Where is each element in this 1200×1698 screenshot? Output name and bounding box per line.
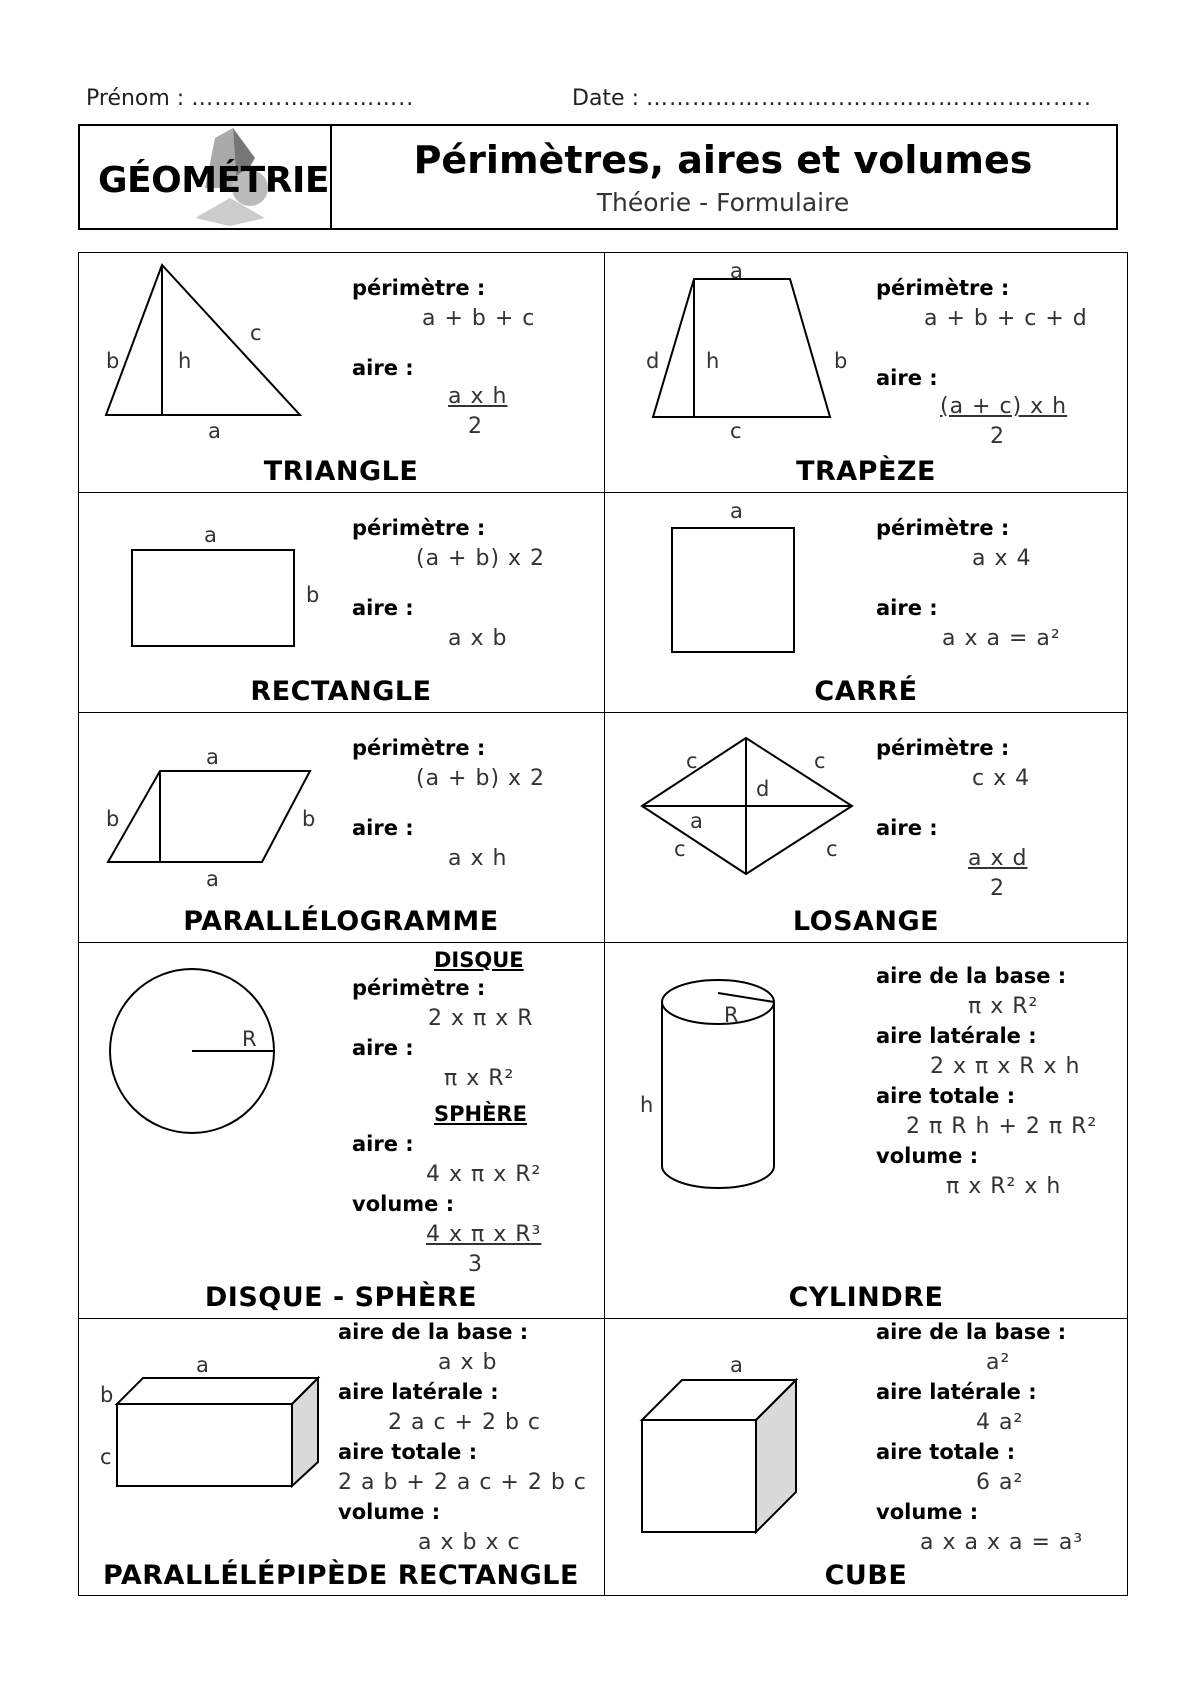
cylindre-aire-base-label: aire de la base : bbox=[876, 964, 1067, 988]
trapeze-label-b: b bbox=[834, 349, 848, 373]
parallelogramme-perimetre-label: périmètre : bbox=[352, 736, 486, 760]
rectangle-aire-value: a x b bbox=[448, 626, 508, 651]
rectangle-perimetre-value: (a + b) x 2 bbox=[416, 546, 546, 571]
parallelogramme-name: PARALLÉLOGRAMME bbox=[183, 906, 499, 937]
sphere-volume-denominator: 3 bbox=[468, 1252, 483, 1277]
trapeze-perimetre-label: périmètre : bbox=[876, 276, 1010, 300]
cylindre-name: CYLINDRE bbox=[788, 1282, 944, 1313]
cube-aire-totale-value: 6 a² bbox=[976, 1470, 1024, 1495]
parallelogramme-label-b-left: b bbox=[106, 807, 120, 831]
cylindre-aire-laterale-value: 2 x π x R x h bbox=[930, 1054, 1081, 1079]
disque-perimetre-value: 2 x π x R bbox=[428, 1006, 534, 1031]
date-dots: ……………………..………………………….. bbox=[646, 86, 1092, 111]
trapeze-label-a: a bbox=[730, 259, 743, 283]
losange-label-c-4: c bbox=[826, 837, 838, 861]
losange-aire-numerator: a x d bbox=[968, 846, 1028, 871]
cylindre-aire-totale-value: 2 π R h + 2 π R² bbox=[906, 1114, 1098, 1139]
trapeze-figure bbox=[653, 279, 830, 417]
triangle-label-b: b bbox=[106, 349, 120, 373]
pave-aire-laterale-value: 2 a c + 2 b c bbox=[388, 1410, 542, 1435]
triangle-figure bbox=[106, 265, 300, 415]
cube-volume-value: a x a x a = a³ bbox=[920, 1530, 1084, 1555]
carre-name: CARRÉ bbox=[814, 676, 918, 707]
losange-perimetre-value: c x 4 bbox=[972, 766, 1031, 791]
trapeze-aire-label: aire : bbox=[876, 366, 938, 390]
carre-label-a: a bbox=[730, 499, 743, 523]
carre-perimetre-label: périmètre : bbox=[876, 516, 1010, 540]
losange-label-c-3: c bbox=[674, 837, 686, 861]
cube-figure bbox=[642, 1380, 796, 1532]
carre-aire-value: a x a = a² bbox=[942, 626, 1061, 651]
sphere-aire-label: aire : bbox=[352, 1132, 414, 1156]
triangle-name: TRIANGLE bbox=[263, 456, 419, 487]
trapeze-label-d: d bbox=[646, 349, 660, 373]
triangle-perimetre-value: a + b + c bbox=[422, 306, 536, 331]
trapeze-label-h: h bbox=[706, 349, 720, 373]
cylindre-aire-laterale-label: aire latérale : bbox=[876, 1024, 1037, 1048]
disque-aire-label: aire : bbox=[352, 1036, 414, 1060]
losange-name: LOSANGE bbox=[792, 906, 940, 937]
losange-label-a: a bbox=[690, 809, 703, 833]
disque-perimetre-label: périmètre : bbox=[352, 976, 486, 1000]
triangle-label-c: c bbox=[250, 321, 262, 345]
rectangle-label-b: b bbox=[306, 583, 320, 607]
parallelogramme-figure bbox=[108, 771, 310, 862]
cube-aire-base-value: a² bbox=[986, 1350, 1011, 1375]
pave-label-c: c bbox=[100, 1445, 112, 1469]
rectangle-figure bbox=[132, 550, 294, 646]
parallelogramme-aire-value: a x h bbox=[448, 846, 508, 871]
pave-aire-totale-label: aire totale : bbox=[338, 1440, 478, 1464]
pave-label-a: a bbox=[196, 1353, 209, 1377]
cylindre-volume-value: π x R² x h bbox=[946, 1174, 1062, 1199]
cylindre-figure bbox=[662, 980, 774, 1188]
trapeze-name: TRAPÈZE bbox=[796, 456, 936, 487]
pave-volume-value: a x b x c bbox=[418, 1530, 521, 1555]
losange-label-c-2: c bbox=[814, 749, 826, 773]
pave-figure bbox=[117, 1378, 318, 1486]
page-subtitle: Théorie - Formulaire bbox=[596, 188, 850, 217]
cube-aire-laterale-value: 4 a² bbox=[976, 1410, 1024, 1435]
rectangle-name: RECTANGLE bbox=[250, 676, 432, 707]
cylindre-volume-label: volume : bbox=[876, 1144, 979, 1168]
triangle-label-a: a bbox=[208, 419, 221, 443]
cylindre-label-r: R bbox=[724, 1003, 739, 1027]
triangle-aire-denominator: 2 bbox=[468, 414, 483, 439]
pave-label-b: b bbox=[100, 1383, 114, 1407]
cube-label-a: a bbox=[730, 1353, 743, 1377]
losange-perimetre-label: périmètre : bbox=[876, 736, 1010, 760]
triangle-perimetre-label: périmètre : bbox=[352, 276, 486, 300]
sphere-volume-label: volume : bbox=[352, 1192, 455, 1216]
parallelogramme-perimetre-value: (a + b) x 2 bbox=[416, 766, 546, 791]
pave-name: PARALLÉLÉPIPÈDE RECTANGLE bbox=[103, 1560, 579, 1591]
pave-aire-base-label: aire de la base : bbox=[338, 1320, 529, 1344]
cylindre-aire-totale-label: aire totale : bbox=[876, 1084, 1016, 1108]
pave-aire-laterale-label: aire latérale : bbox=[338, 1380, 499, 1404]
page-title: Périmètres, aires et volumes bbox=[413, 138, 1033, 182]
trapeze-aire-numerator: (a + c) x h bbox=[940, 394, 1068, 419]
cube-volume-label: volume : bbox=[876, 1500, 979, 1524]
parallelogramme-aire-label: aire : bbox=[352, 816, 414, 840]
rectangle-aire-label: aire : bbox=[352, 596, 414, 620]
prenom-label: Prénom : bbox=[86, 86, 185, 111]
disque-figure bbox=[110, 969, 274, 1133]
parallelogramme-label-a-bottom: a bbox=[206, 867, 219, 891]
sphere-volume-numerator: 4 x π x R³ bbox=[426, 1222, 542, 1247]
triangle-aire-numerator: a x h bbox=[448, 384, 508, 409]
sphere-aire-value: 4 x π x R² bbox=[426, 1162, 542, 1187]
rectangle-perimetre-label: périmètre : bbox=[352, 516, 486, 540]
disque-sphere-name: DISQUE - SPHÈRE bbox=[204, 1282, 478, 1313]
trapeze-perimetre-value: a + b + c + d bbox=[924, 306, 1088, 331]
triangle-label-h: h bbox=[178, 349, 192, 373]
trapeze-aire-denominator: 2 bbox=[990, 424, 1005, 449]
cube-aire-laterale-label: aire latérale : bbox=[876, 1380, 1037, 1404]
losange-label-d: d bbox=[756, 777, 770, 801]
parallelogramme-label-b-right: b bbox=[302, 807, 316, 831]
cylindre-aire-base-value: π x R² bbox=[968, 994, 1039, 1019]
disque-aire-value: π x R² bbox=[444, 1066, 515, 1091]
carre-perimetre-value: a x 4 bbox=[972, 546, 1032, 571]
logo-text: GÉOMÉTRIE bbox=[98, 160, 329, 201]
carre-figure bbox=[672, 528, 794, 652]
cube-aire-totale-label: aire totale : bbox=[876, 1440, 1016, 1464]
cylindre-label-h: h bbox=[640, 1093, 654, 1117]
date-label: Date : bbox=[572, 86, 639, 111]
carre-aire-label: aire : bbox=[876, 596, 938, 620]
pave-aire-base-value: a x b bbox=[438, 1350, 498, 1375]
cube-name: CUBE bbox=[824, 1560, 908, 1591]
prenom-dots: ……………………….. bbox=[191, 86, 415, 111]
parallelogramme-label-a-top: a bbox=[206, 745, 219, 769]
losange-label-c-1: c bbox=[686, 749, 698, 773]
pave-aire-totale-value: 2 a b + 2 a c + 2 b c bbox=[338, 1470, 587, 1495]
disque-heading: DISQUE bbox=[434, 948, 524, 972]
pave-volume-label: volume : bbox=[338, 1500, 441, 1524]
disque-label-r: R bbox=[242, 1027, 257, 1051]
losange-aire-denominator: 2 bbox=[990, 876, 1005, 901]
rectangle-label-a: a bbox=[204, 523, 217, 547]
triangle-aire-label: aire : bbox=[352, 356, 414, 380]
losange-aire-label: aire : bbox=[876, 816, 938, 840]
trapeze-label-c: c bbox=[730, 419, 742, 443]
cube-aire-base-label: aire de la base : bbox=[876, 1320, 1067, 1344]
sphere-heading: SPHÈRE bbox=[434, 1102, 527, 1126]
